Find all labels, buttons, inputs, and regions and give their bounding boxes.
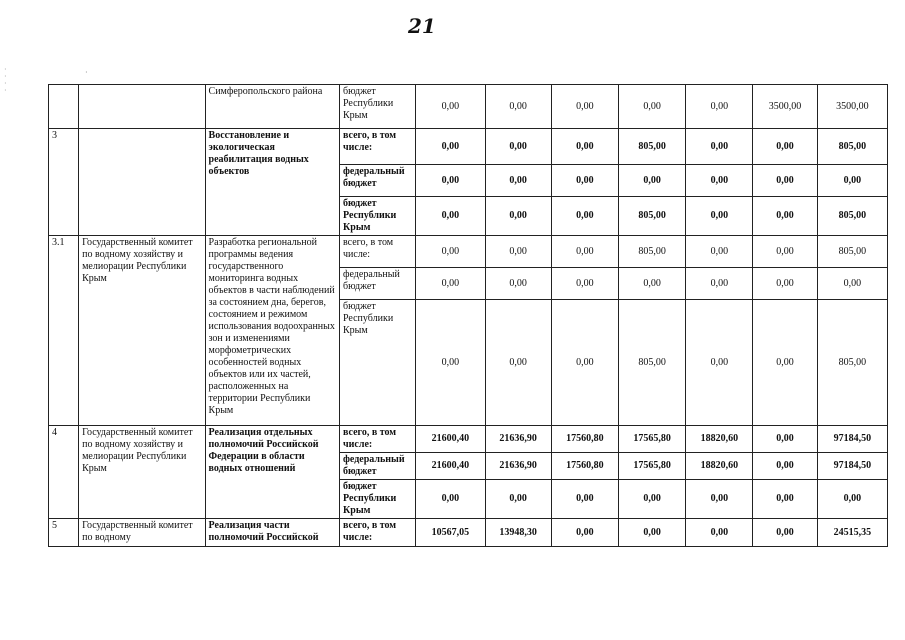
value-cell: 0,00 xyxy=(753,453,817,480)
value-cell: 18820,60 xyxy=(686,453,753,480)
value-cell: 0,00 xyxy=(686,129,753,165)
executor-cell: Государственный комитет по водному хозяйству и мелиорации Республики Крым xyxy=(79,236,205,426)
value-cell: 0,00 xyxy=(753,236,817,268)
value-cell: 805,00 xyxy=(817,300,887,426)
value-cell: 0,00 xyxy=(753,197,817,236)
value-cell: 17560,80 xyxy=(551,426,618,453)
value-cell: 0,00 xyxy=(551,165,618,197)
value-cell: 97184,50 xyxy=(817,453,887,480)
value-cell: 0,00 xyxy=(485,85,551,129)
value-cell: 0,00 xyxy=(817,165,887,197)
value-cell: 0,00 xyxy=(753,480,817,519)
value-cell: 0,00 xyxy=(817,268,887,300)
funding-source-cell: бюджет Республики Крым xyxy=(340,85,416,129)
activity-cell: Симферопольского района xyxy=(205,85,339,129)
funding-source-cell: всего, в том числе: xyxy=(340,129,416,165)
activity-cell: Реализация отдельных полномочий Российской Федерации в области водных отношений xyxy=(205,426,339,519)
value-cell: 0,00 xyxy=(551,85,618,129)
value-cell: 0,00 xyxy=(551,300,618,426)
value-cell: 805,00 xyxy=(618,236,685,268)
value-cell: 21600,40 xyxy=(416,426,485,453)
funding-source-cell: всего, в том числе: xyxy=(340,519,416,547)
value-cell: 0,00 xyxy=(485,197,551,236)
value-cell: 13948,30 xyxy=(485,519,551,547)
value-cell: 0,00 xyxy=(416,85,485,129)
value-cell: 0,00 xyxy=(416,197,485,236)
value-cell: 0,00 xyxy=(618,85,685,129)
funding-source-cell: бюджет Республики Крым xyxy=(340,300,416,426)
value-cell: 17565,80 xyxy=(618,453,685,480)
value-cell: 0,00 xyxy=(485,300,551,426)
funding-source-cell: федеральный бюджет xyxy=(340,268,416,300)
row-number: 3.1 xyxy=(49,236,79,426)
value-cell: 21636,90 xyxy=(485,453,551,480)
executor-cell xyxy=(79,129,205,236)
value-cell: 0,00 xyxy=(485,165,551,197)
value-cell: 24515,35 xyxy=(817,519,887,547)
row-number: 3 xyxy=(49,129,79,236)
value-cell: 0,00 xyxy=(686,236,753,268)
scan-dot: · xyxy=(85,68,88,77)
value-cell: 3500,00 xyxy=(817,85,887,129)
value-cell: 10567,05 xyxy=(416,519,485,547)
value-cell: 805,00 xyxy=(817,197,887,236)
value-cell: 18820,60 xyxy=(686,426,753,453)
value-cell: 0,00 xyxy=(485,236,551,268)
value-cell: 805,00 xyxy=(618,300,685,426)
value-cell: 0,00 xyxy=(686,197,753,236)
value-cell: 0,00 xyxy=(753,300,817,426)
table-row xyxy=(49,85,888,129)
table-row xyxy=(49,236,888,268)
value-cell: 805,00 xyxy=(618,197,685,236)
value-cell: 0,00 xyxy=(686,268,753,300)
value-cell: 0,00 xyxy=(416,236,485,268)
value-cell: 0,00 xyxy=(618,480,685,519)
row-number xyxy=(49,85,79,129)
funding-source-cell: федеральный бюджет xyxy=(340,165,416,197)
funding-source-cell: бюджет Республики Крым xyxy=(340,480,416,519)
value-cell: 3500,00 xyxy=(753,85,817,129)
value-cell: 0,00 xyxy=(753,129,817,165)
value-cell: 0,00 xyxy=(686,165,753,197)
row-number: 5 xyxy=(49,519,79,547)
funding-source-cell: всего, в том числе: xyxy=(340,236,416,268)
value-cell: 0,00 xyxy=(485,268,551,300)
value-cell: 0,00 xyxy=(618,268,685,300)
value-cell: 0,00 xyxy=(485,129,551,165)
value-cell: 0,00 xyxy=(551,519,618,547)
value-cell: 0,00 xyxy=(485,480,551,519)
value-cell: 0,00 xyxy=(686,480,753,519)
value-cell: 0,00 xyxy=(686,300,753,426)
value-cell: 21636,90 xyxy=(485,426,551,453)
value-cell: 0,00 xyxy=(416,300,485,426)
table-row xyxy=(49,129,888,165)
page-number: 21 xyxy=(408,14,436,38)
funding-source-cell: всего, в том числе: xyxy=(340,426,416,453)
funding-source-cell: бюджет Республики Крым xyxy=(340,197,416,236)
budget-table xyxy=(48,84,888,547)
value-cell: 21600,40 xyxy=(416,453,485,480)
value-cell: 97184,50 xyxy=(817,426,887,453)
value-cell: 0,00 xyxy=(416,165,485,197)
executor-cell: Государственный комитет по водному xyxy=(79,519,205,547)
value-cell: 17565,80 xyxy=(618,426,685,453)
executor-cell: Государственный комитет по водному хозяйству и мелиорации Республики Крым xyxy=(79,426,205,519)
value-cell: 0,00 xyxy=(551,197,618,236)
value-cell: 805,00 xyxy=(817,236,887,268)
value-cell: 0,00 xyxy=(618,519,685,547)
scan-margin-marks: · · · · xyxy=(4,65,7,95)
value-cell: 0,00 xyxy=(817,480,887,519)
funding-source-cell: федеральный бюджет xyxy=(340,453,416,480)
value-cell: 805,00 xyxy=(817,129,887,165)
value-cell: 0,00 xyxy=(551,268,618,300)
executor-cell xyxy=(79,85,205,129)
activity-cell: Реализация части полномочий Российской xyxy=(205,519,339,547)
value-cell: 805,00 xyxy=(618,129,685,165)
activity-cell: Разработка региональной программы ведения государственного мониторинга водных объектов в части наблюдений за состоянием дна, берегов, состоянием и режимом использования водоохранных зон и изменениями морфометрических особенностей водных объектов или их частей, расположенных на территории Республики Крым xyxy=(205,236,339,426)
value-cell: 17560,80 xyxy=(551,453,618,480)
value-cell: 0,00 xyxy=(416,480,485,519)
value-cell: 0,00 xyxy=(753,426,817,453)
value-cell: 0,00 xyxy=(551,480,618,519)
table-row xyxy=(49,426,888,453)
value-cell: 0,00 xyxy=(618,165,685,197)
table-row xyxy=(49,519,888,547)
value-cell: 0,00 xyxy=(416,268,485,300)
value-cell: 0,00 xyxy=(753,268,817,300)
value-cell: 0,00 xyxy=(686,85,753,129)
value-cell: 0,00 xyxy=(753,519,817,547)
row-number: 4 xyxy=(49,426,79,519)
value-cell: 0,00 xyxy=(686,519,753,547)
value-cell: 0,00 xyxy=(753,165,817,197)
value-cell: 0,00 xyxy=(551,129,618,165)
value-cell: 0,00 xyxy=(551,236,618,268)
value-cell: 0,00 xyxy=(416,129,485,165)
activity-cell: Восстановление и экологическая реабилитация водных объектов xyxy=(205,129,339,236)
